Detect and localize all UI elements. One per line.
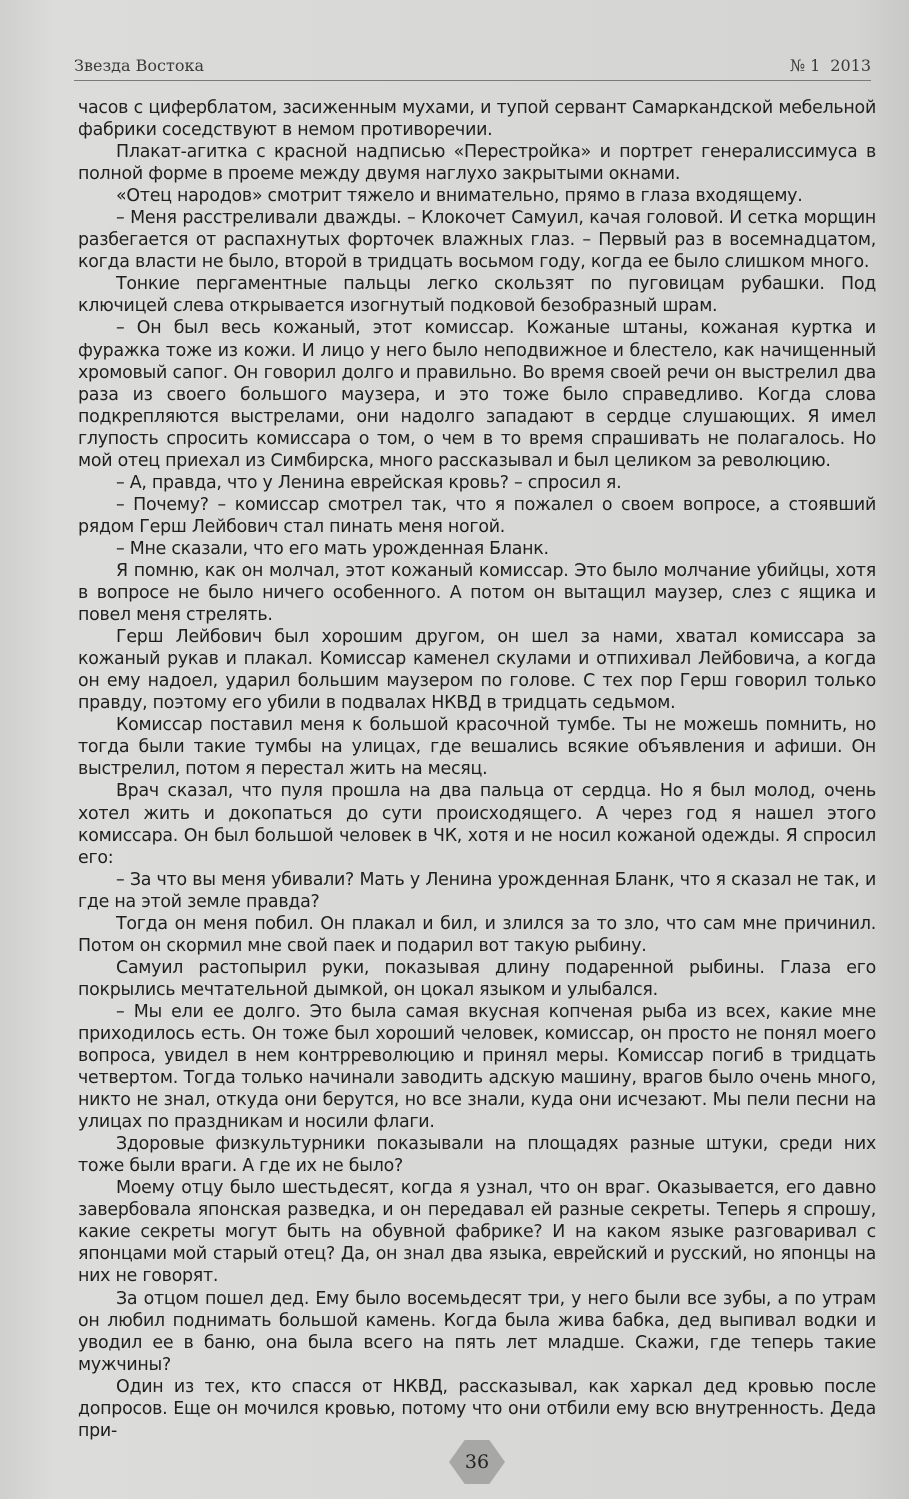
- page-number: 36: [464, 1451, 490, 1473]
- paragraph: – Мне сказали, что его мать урожденная Бланк.: [116, 538, 549, 559]
- paragraph: – Он был весь кожаный, этот комиссар. Кожаные штаны, кожаная куртка и фуражка тоже из кожи. И лицо у него было неподвижное и блестело, как начищенный хромовый сапог. Он говорил долго и правильно. Во время своей речи он выстрелил два раза из своего большого маузера, и это тоже было справедливо. Когда слова подкрепляются выстрелами, они надолго западают в сердце слушающих. Я имел глупость спросить комиссара о том, о чем в то время спрашивать не полагалось. Но мой отец приехал из Симбирска, много рассказывал и был целиком за революцию.: [78, 318, 876, 471]
- paragraph: Я помню, как он молчал, этот кожаный комиссар. Это было молчание убийцы, хотя в вопросе не было ничего особенного. А потом он вытащил маузер, слез с ящика и повел меня стрелять.: [78, 560, 876, 626]
- running-header: [74, 56, 871, 78]
- paragraph: «Отец народов» смотрит тяжело и внимательно, прямо в глаза входящему.: [116, 186, 803, 207]
- paragraph: Здоровые физкультурники показывали на площадях разные штуки, среди них тоже были враги. А где их не было?: [78, 1134, 876, 1177]
- paragraph: Тонкие пергаментные пальцы легко скользят по пуговицам рубашки. Под ключицей слева открывается изогнутый подковой безобразный шрам.: [78, 274, 876, 317]
- paragraph: Тогда он меня побил. Он плакал и бил, и злился за то зло, что сам мне причинил. Потом он скормил мне свой паек и подарил вот такую рыбину.: [78, 913, 876, 956]
- paragraph: Врач сказал, что пуля прошла на два пальца от сердца. Но я был молод, очень хотел жить и докопаться до сути происходящего. А через год я нашел этого комиссара. Он был большой человек в ЧК, хотя и не носил кожаной одежды. Я спросил его:: [78, 781, 876, 868]
- issue-info: [790, 56, 871, 75]
- paragraph: – Мы ели ее долго. Это была самая вкусная копченая рыба из всех, какие мне приходилось есть. Он тоже был хороший человек, комиссар, он просто не понял моего вопроса, увидел в нем контрреволюцию и принял меры. Комиссар погиб в тридцать четвертом. Тогда только начинали заводить адскую машину, врагов было очень много, никто не знал, откуда они берутся, но все знали, куда они исчезают. Мы пели песни на улицах по праздникам и носили флаги.: [78, 1001, 876, 1133]
- paragraph: Самуил растопырил руки, показывая длину подаренной рыбины. Глаза его покрылись мечтательной дымкой, он цокал языком и улыбался.: [78, 957, 876, 1000]
- paragraph: Один из тех, кто спасся от НКВД, рассказывал, как харкал дед кровью после допросов. Еще он мочился кровью, потому что они отбили ему всю внутренность. Деда при-: [78, 1376, 876, 1441]
- journal-title: Звезда Востока: [74, 56, 205, 75]
- header-rule: [74, 80, 871, 81]
- body-text: [78, 97, 876, 1442]
- paragraph: – Меня расстреливали дважды. – Клокочет Самуил, качая головой. И сетка морщин разбегается от распахнутых форточек влажных глаз. – Первый раз в восемнадцатом, когда власти не было, второй в тридцать восьмом году, когда ее было слишком много.: [78, 208, 876, 273]
- issue-number: № 1: [789, 56, 821, 75]
- paragraph: часов с циферблатом, засиженным мухами, и тупой сервант Самаркандской мебельной фабрики соседствуют в немом противоречии.: [78, 98, 876, 141]
- paragraph: – За что вы меня убивали? Мать у Ленина урожденная Бланк, что я сказал не так, и где на этой земле правда?: [78, 869, 876, 912]
- paragraph: Плакат-агитка с красной надписью «Перестройка» и портрет генералиссимуса в полной форме в проеме между двумя наглухо закрытыми окнами.: [78, 142, 876, 185]
- issue-year: 2013: [830, 56, 871, 75]
- paragraph: За отцом пошел дед. Ему было восемьдесят три, у него были все зубы, а по утрам он любил поднимать большой камень. Когда была жива бабка, дед выпивал водки и уводил ее в баню, она была всего на пять лет младше. Скажи, где теперь такие мужчины?: [78, 1288, 876, 1375]
- paragraph: – А, правда, что у Ленина еврейская кровь? – спросил я.: [116, 472, 622, 493]
- paragraph: Моему отцу было шестьдесят, когда я узнал, что он враг. Оказывается, его давно завербовала японская разведка, и он передавал ей разные секреты. Теперь я спрошу, какие секреты могут быть на обувной фабрике? И на каком языке разговаривал с японцами мой старый отец? Да, он знал два языка, еврейский и русский, но японцы на них не говорят.: [78, 1178, 876, 1287]
- paragraph: Комиссар поставил меня к большой красочной тумбе. Ты не можешь помнить, но тогда были такие тумбы на улицах, где вешались всякие объявления и афиши. Он выстрелил, потом я перестал жить на месяц.: [78, 715, 876, 780]
- paragraph: Герш Лейбович был хорошим другом, он шел за нами, хватал комиссара за кожаный рукав и плакал. Комиссар каменел скулами и отпихивал Лейбовича, а когда он ему надоел, ударил большим маузером по голове. С тех пор Герш говорил только правду, поэтому его убили в подвалах НКВД в тридцать седьмом.: [78, 627, 876, 714]
- paragraph: – Почему? – комиссар смотрел так, что я пожалел о своем вопросе, а стоявший рядом Герш Лейбович стал пинать меня ногой.: [78, 494, 876, 537]
